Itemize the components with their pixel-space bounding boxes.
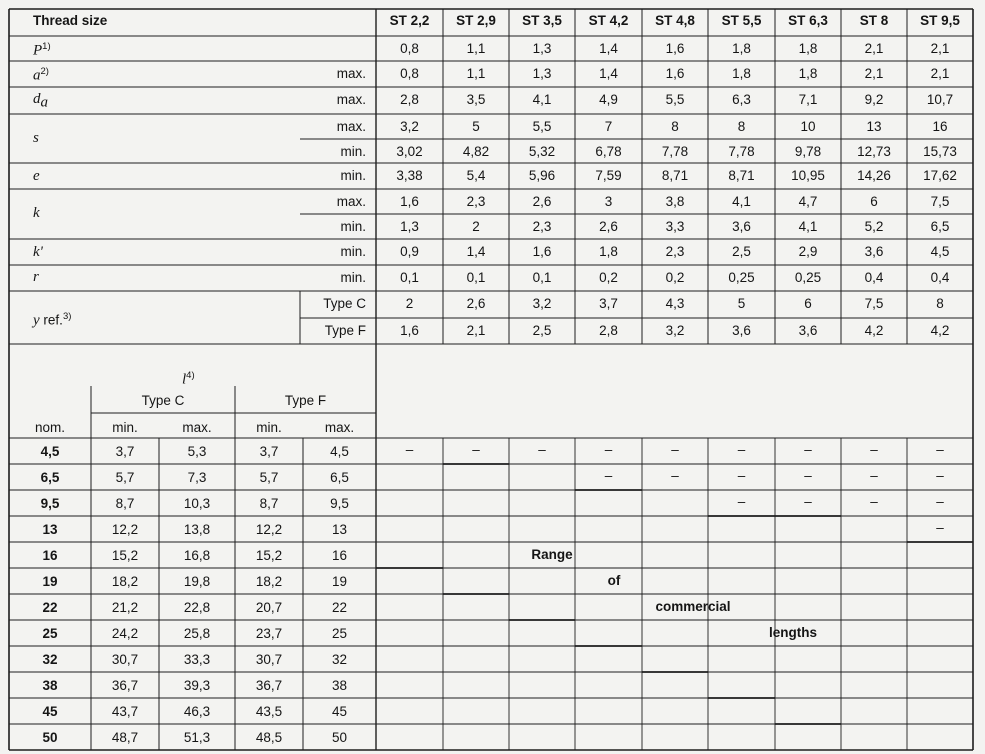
length-value: 32 [331,652,348,667]
value-cell: 15,73 [923,144,957,159]
length-value: 30,7 [111,652,139,667]
length-value: 30,7 [255,652,283,667]
value-cell: 6,3 [732,92,751,107]
value-cell: 0,1 [400,270,419,285]
value-cell: 7,78 [661,144,689,159]
length-value: 39,3 [183,678,211,693]
symbol-letter: a [33,67,41,84]
value-cell: 3,6 [732,323,751,338]
value-cell: 2 [405,296,414,311]
value-cell: 5,32 [528,144,556,159]
value-cell: 0,9 [400,244,419,259]
value-cell: 1,6 [532,244,552,259]
value-cell: 3,6 [864,244,884,259]
not-available-dash: – [737,468,746,483]
value-cell: 4,3 [665,296,685,311]
value-cell: 0,25 [794,270,822,285]
qualifier-label: max. [336,92,366,107]
value-cell: 12,73 [857,144,891,159]
value-cell: 7,5 [864,296,884,311]
value-cell: 1,4 [466,244,486,259]
header-col-2: ST 3,5 [522,13,562,28]
not-available-dash: – [870,468,878,483]
value-cell: 17,62 [923,168,957,183]
symbol-suffix: ref. [39,312,63,328]
footnote-marker: 3) [62,311,72,322]
length-value: 5,7 [115,470,135,485]
value-cell: 2,8 [400,92,419,107]
nominal-length: 19 [42,574,58,589]
not-available-dash: – [804,442,812,457]
nominal-length: 38 [42,678,58,693]
not-available-dash: – [472,442,480,457]
value-cell: 1,3 [400,219,419,234]
not-available-dash: – [405,442,414,457]
not-available-dash: – [804,468,812,483]
value-cell: 3,6 [732,219,751,234]
length-value: 22,8 [183,600,211,615]
not-available-dash: – [737,494,746,509]
value-cell: 1,6 [400,323,419,338]
value-cell: 4,7 [798,194,818,209]
value-cell: 1,8 [599,244,618,259]
length-value: 12,2 [111,522,139,537]
value-cell: 3,7 [599,296,618,311]
value-cell: 1,3 [532,66,552,81]
length-value: 46,3 [183,704,211,719]
length-value: 19,8 [183,574,211,589]
value-cell: 8 [671,119,679,134]
value-cell: 6 [804,296,812,311]
value-cell: 6,78 [595,144,622,159]
qualifier-label: max. [336,119,366,134]
value-cell: 1,4 [599,66,618,81]
type-f-header: Type F [284,393,327,408]
symbol-label [33,64,49,84]
value-cell: 2,3 [665,244,685,259]
symbol-label [33,168,40,184]
length-value: 24,2 [111,626,139,641]
value-cell: 0,1 [532,270,552,285]
nominal-length: 6,5 [40,470,60,485]
symbol-label [33,205,40,221]
value-cell: 4,2 [864,323,884,338]
value-cell: 6 [870,194,878,209]
nominal-length: 32 [42,652,58,667]
value-cell: 0,8 [400,66,419,81]
value-cell: 10 [800,119,816,134]
range-label: Range [531,547,573,562]
length-value: 9,5 [330,496,349,511]
not-available-dash: – [604,468,613,483]
not-available-dash: – [936,442,944,457]
symbol-letter: k' [33,244,43,260]
symbol-letter: d [33,91,41,107]
length-value: 3,7 [259,444,279,459]
not-available-dash: – [804,494,812,509]
length-value: 10,3 [183,496,211,511]
value-cell: 8 [936,296,944,311]
value-cell: 5,2 [864,219,884,234]
value-cell: 2,6 [532,194,552,209]
length-value: 5,7 [259,470,279,485]
length-value: 15,2 [111,548,139,563]
nominal-length: 13 [42,522,58,537]
length-value: 20,7 [255,600,283,615]
value-cell: 4,2 [930,323,950,338]
length-value: 25 [331,626,348,641]
value-cell: 4,1 [532,92,552,107]
length-value: 36,7 [111,678,139,693]
type-c-header: Type C [141,393,185,408]
qualifier-label: Type C [323,296,366,311]
not-available-dash: – [936,468,944,483]
symbol-letter: e [33,168,40,184]
value-cell: 9,78 [794,144,822,159]
value-cell: 14,26 [857,168,891,183]
value-cell: 1,6 [665,66,685,81]
value-cell: 3,6 [798,323,818,338]
range-label: of [607,573,621,588]
not-available-dash: – [936,494,944,509]
length-value: 4,5 [330,444,349,459]
length-value: 33,3 [183,652,211,667]
value-cell: 5,96 [528,168,556,183]
qualifier-label: min. [340,219,366,234]
value-cell: 2,1 [864,41,884,56]
length-value: 7,3 [187,470,207,485]
header-col-7: ST 8 [859,13,889,28]
symbol-label [33,39,51,59]
value-cell: 2,1 [864,66,884,81]
value-cell: 3,38 [396,168,423,183]
value-cell: 0,4 [930,270,950,285]
value-cell: 3,02 [396,144,423,159]
value-cell: 3,2 [532,296,552,311]
qualifier-label: min. [340,270,366,285]
qualifier-label: min. [340,144,366,159]
value-cell: 2,5 [732,244,751,259]
length-value: 38 [331,678,348,693]
length-value: 48,5 [255,730,283,745]
length-value: 45 [331,704,348,719]
length-value: 13,8 [183,522,211,537]
qualifier-label: min. [340,168,366,183]
length-value: 43,5 [255,704,283,719]
symbol-subscript: a [40,94,48,111]
value-cell: 4,9 [599,92,618,107]
length-value: 16,8 [183,548,211,563]
value-cell: 9,2 [864,92,884,107]
length-value: 22 [331,600,348,615]
nominal-length: 9,5 [40,496,60,511]
range-label: lengths [768,625,818,640]
value-cell: 13 [866,119,882,134]
value-cell: 2 [472,219,480,234]
value-cell: 1,8 [798,41,818,56]
footnote-marker: 1) [42,41,51,52]
value-cell: 6,5 [930,219,950,234]
value-cell: 2,9 [798,244,818,259]
symbol-label [33,130,39,146]
header-thread-size: Thread size [33,13,108,28]
value-cell: 4,5 [930,244,950,259]
symbol-letter: y [33,312,40,329]
value-cell: 5,5 [665,92,685,107]
value-cell: 0,4 [864,270,884,285]
value-cell: 5 [472,119,480,134]
value-cell: 7 [604,119,613,134]
not-available-dash: – [870,494,878,509]
value-cell: 0,1 [466,270,486,285]
length-value: 5,3 [187,444,207,459]
length-value: 18,2 [255,574,283,589]
nominal-length: 25 [42,626,58,641]
length-value: 51,3 [183,730,211,745]
nominal-length: 50 [42,730,58,745]
length-value: 25,8 [183,626,211,641]
value-cell: 8,71 [728,168,755,183]
value-cell: 1,8 [798,66,818,81]
value-cell: 2,1 [930,66,950,81]
value-cell: 1,3 [532,41,552,56]
value-cell: 7,78 [728,144,755,159]
value-cell: 10,7 [926,92,954,107]
symbol-letter: k [33,205,40,221]
value-cell: 3,5 [466,92,486,107]
not-available-dash: – [604,442,613,457]
length-value: 21,2 [111,600,139,615]
min-header: min. [112,420,138,435]
length-value: 12,2 [255,522,283,537]
value-cell: 1,1 [466,41,486,56]
value-cell: 1,1 [466,66,486,81]
value-cell: 1,6 [665,41,685,56]
length-value: 3,7 [115,444,135,459]
length-value: 15,2 [255,548,283,563]
value-cell: 8 [737,119,746,134]
value-cell: 7,59 [595,168,622,183]
header-col-6: ST 6,3 [788,13,828,28]
nominal-length: 16 [42,548,58,563]
min-header: min. [256,420,282,435]
max-header: max. [182,420,212,435]
not-available-dash: – [671,468,679,483]
symbol-label [33,244,43,260]
footnote-marker: 2) [40,66,49,77]
not-available-dash: – [671,442,679,457]
not-available-dash: – [538,442,546,457]
value-cell: 2,8 [599,323,618,338]
value-cell: 0,8 [400,41,419,56]
qualifier-label: max. [336,66,366,81]
nom-header: nom. [34,420,66,435]
value-cell: 4,82 [462,144,490,159]
header-col-1: ST 2,9 [456,13,496,28]
length-value: 16 [331,548,348,563]
value-cell: 2,6 [599,219,618,234]
value-cell: 0,2 [599,270,618,285]
value-cell: 1,6 [400,194,419,209]
value-cell: 2,3 [532,219,552,234]
value-cell: 2,3 [466,194,486,209]
nominal-length: 4,5 [40,444,60,459]
length-value: 6,5 [330,470,349,485]
nominal-length: 22 [42,600,58,615]
length-header [182,368,195,388]
length-value: 43,7 [111,704,139,719]
symbol-label [33,91,48,111]
value-cell: 3,2 [665,323,685,338]
symbol-letter: P [33,42,43,59]
value-cell: 5,5 [532,119,552,134]
value-cell: 16 [932,119,948,134]
not-available-dash: – [936,520,944,535]
value-cell: 1,8 [732,66,751,81]
value-cell: 3 [604,194,613,209]
length-value: 19 [331,574,348,589]
symbol-letter: r [33,269,39,285]
header-col-0: ST 2,2 [389,13,430,28]
header-col-5: ST 5,5 [721,13,762,28]
value-cell: 5,4 [466,168,486,183]
header-col-4: ST 4,8 [655,13,695,28]
range-label: commercial [655,599,731,614]
value-cell: 5 [737,296,746,311]
value-cell: 3,3 [665,219,685,234]
length-value: 18,2 [111,574,139,589]
value-cell: 2,6 [466,296,486,311]
value-cell: 7,5 [930,194,950,209]
footnote-marker: 4) [186,370,195,381]
symbol-label [33,309,71,329]
value-cell: 1,8 [732,41,751,56]
value-cell: 2,1 [466,323,486,338]
value-cell: 1,4 [599,41,618,56]
length-value: 8,7 [259,496,279,511]
max-header: max. [324,420,355,435]
value-cell: 0,25 [728,270,755,285]
qualifier-label: max. [336,194,366,209]
nominal-length: 45 [42,704,58,719]
symbol-label [33,269,39,285]
not-available-dash: – [737,442,746,457]
value-cell: 7,1 [798,92,818,107]
length-value: 48,7 [111,730,139,745]
value-cell: 10,95 [791,168,825,183]
qualifier-label: min. [340,244,366,259]
value-cell: 3,2 [400,119,419,134]
length-value: 50 [331,730,348,745]
header-col-8: ST 9,5 [920,13,960,28]
value-cell: 3,8 [665,194,685,209]
value-cell: 2,1 [930,41,950,56]
value-cell: 4,1 [732,194,751,209]
value-cell: 8,71 [661,168,689,183]
value-cell: 4,1 [798,219,818,234]
value-cell: 2,5 [532,323,552,338]
length-value: 36,7 [255,678,283,693]
length-symbol: l [182,371,187,388]
symbol-letter: s [33,130,39,146]
length-value: 23,7 [255,626,283,641]
value-cell: 0,2 [665,270,685,285]
not-available-dash: – [870,442,878,457]
header-col-3: ST 4,2 [588,13,629,28]
qualifier-label: Type F [324,323,366,338]
length-value: 8,7 [115,496,135,511]
length-value: 13 [331,522,348,537]
